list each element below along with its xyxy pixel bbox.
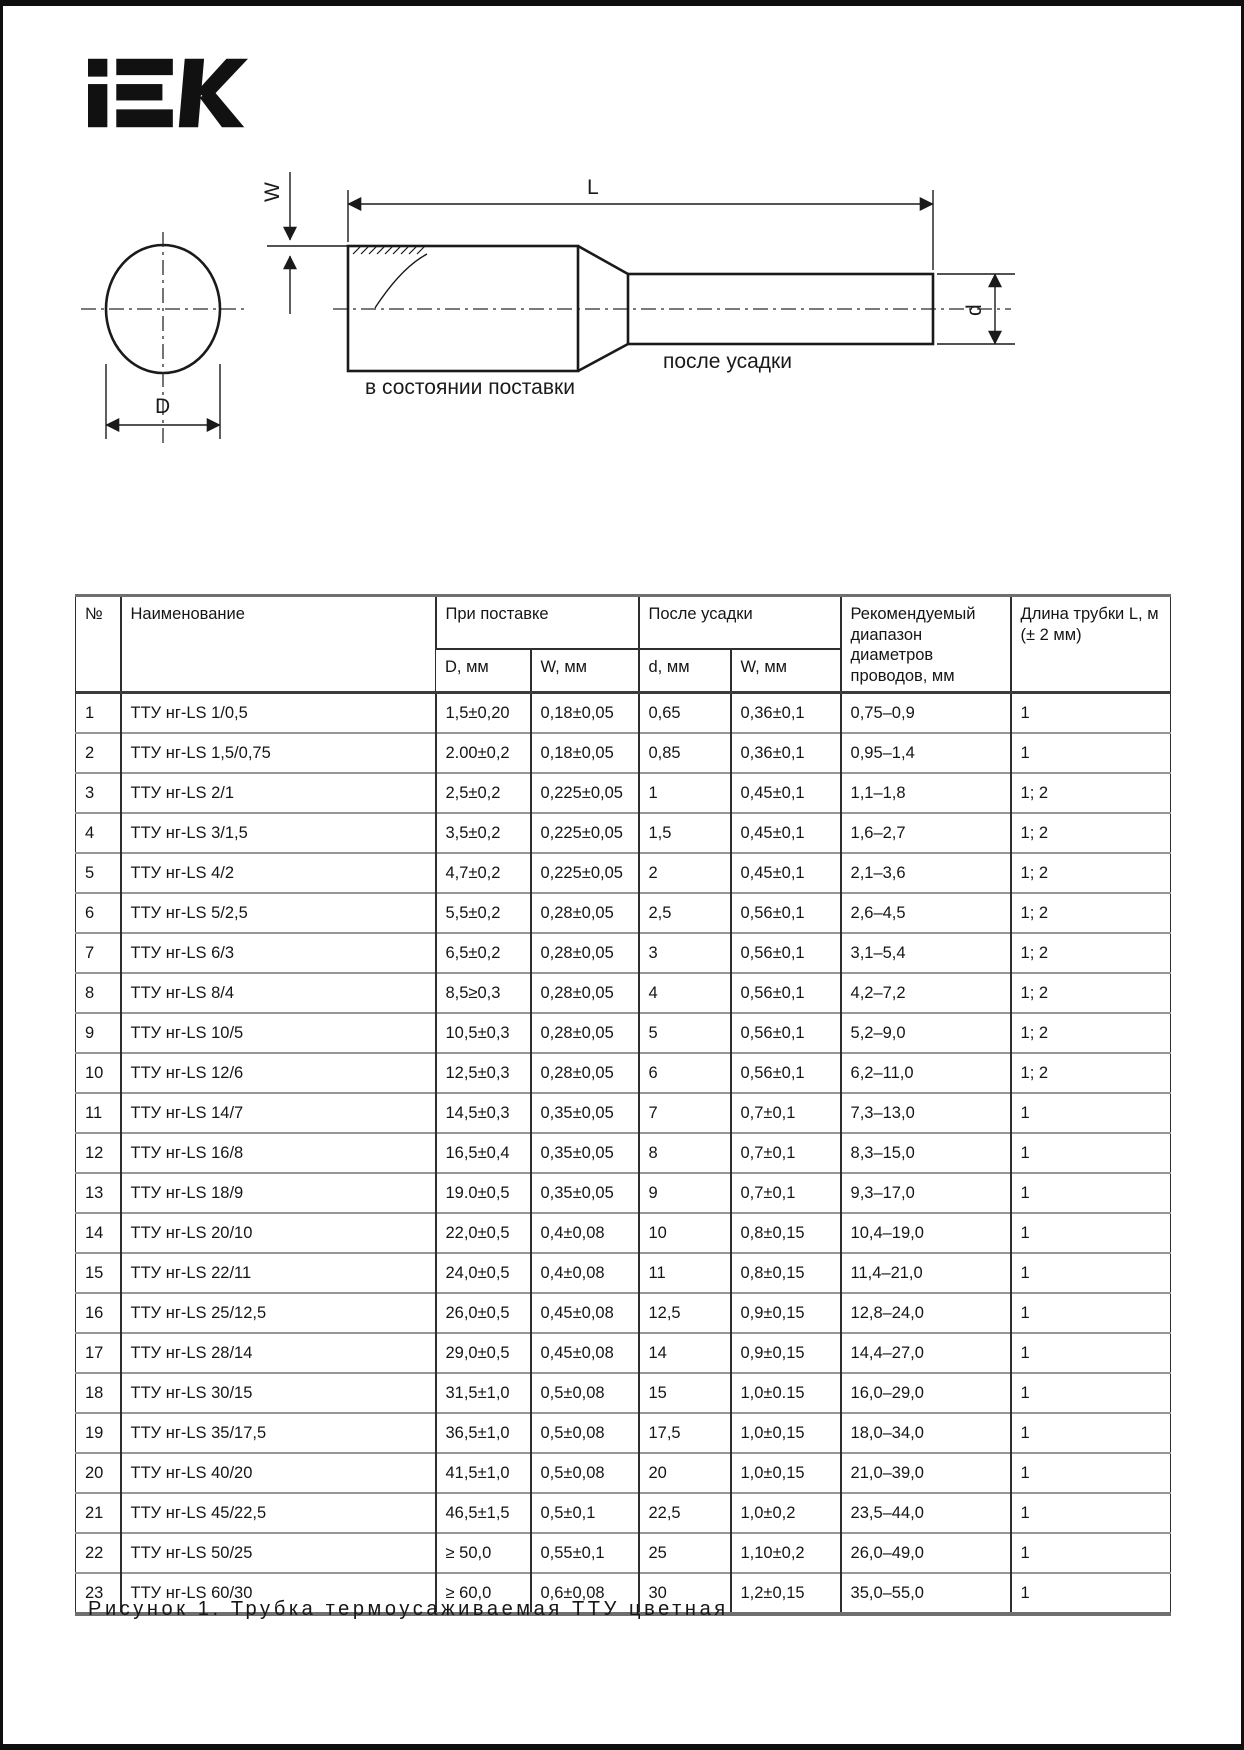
table-cell: 35,0–55,0 [841,1573,1011,1614]
table-cell: 0,28±0,05 [531,893,639,933]
table-cell: 2,6–4,5 [841,893,1011,933]
table-cell: 0,6±0,08 [531,1573,639,1614]
table-cell: 25 [639,1533,731,1573]
dimension-d [937,274,1015,344]
table-cell: 1 [1011,1333,1171,1373]
table-cell: 0,45±0,1 [731,773,841,813]
table-cell: 30 [639,1573,731,1614]
table-cell: 0,56±0,1 [731,1013,841,1053]
figure-caption: Рисунок 1. Трубка термоусаживаемая ТТУ цветная [88,1598,729,1620]
col-header-d-shrink: d, мм [639,649,731,693]
table-cell: 1; 2 [1011,933,1171,973]
table-cell: 0,56±0,1 [731,933,841,973]
table-cell: ТТУ нг-LS 6/3 [121,933,436,973]
table-cell: 0,5±0,08 [531,1373,639,1413]
logo-letter-k [179,59,248,127]
table-cell: 1; 2 [1011,1013,1171,1053]
table-cell: 2 [639,853,731,893]
col-header-name: Наименование [121,596,436,693]
table-cell: 8 [639,1133,731,1173]
table-cell: 0,85 [639,733,731,773]
table-cell: 0,9±0,15 [731,1293,841,1333]
table-cell: 1 [76,693,121,734]
table-cell: 11,4–21,0 [841,1253,1011,1293]
table-row [76,1493,1171,1533]
table-cell: 1 [1011,1173,1171,1213]
table-cell: 22 [76,1533,121,1573]
table-row [76,1293,1171,1333]
label-L: L [587,176,599,199]
table-cell: 0,56±0,1 [731,1053,841,1093]
table-cell: 0,4±0,08 [531,1213,639,1253]
table-cell: ТТУ нг-LS 35/17,5 [121,1413,436,1453]
table-cell: 13 [76,1173,121,1213]
table-cell: 8 [76,973,121,1013]
table-cell: 31,5±1,0 [436,1373,531,1413]
table-cell: 6,5±0,2 [436,933,531,973]
table-cell: 5 [639,1013,731,1053]
table-row [76,733,1171,773]
logo-letter-e [116,59,173,127]
table-cell: 1 [1011,1133,1171,1173]
breakout-curve [375,254,427,308]
table-row [76,1173,1171,1213]
table-cell: 16 [76,1293,121,1333]
table-cell: 1,0±0.15 [731,1373,841,1413]
table-cell: 16,0–29,0 [841,1373,1011,1413]
table-cell: ТТУ нг-LS 28/14 [121,1333,436,1373]
table-cell: 9 [76,1013,121,1053]
table-cell: 20 [76,1453,121,1493]
table-cell: 12,5 [639,1293,731,1333]
table-cell: 2 [76,733,121,773]
table-cell: 0,7±0,1 [731,1093,841,1133]
spec-table-head [76,596,1171,693]
table-cell: 16,5±0,4 [436,1133,531,1173]
table-cell: 23 [76,1573,121,1614]
table-cell: 1; 2 [1011,893,1171,933]
table-cell: 1 [1011,1293,1171,1333]
table-cell: 14,4–27,0 [841,1333,1011,1373]
table-cell: ТТУ нг-LS 20/10 [121,1213,436,1253]
table-cell: 6,2–11,0 [841,1053,1011,1093]
table-row [76,1373,1171,1413]
iek-logo [88,54,248,132]
table-cell: 17 [76,1333,121,1373]
table-cell: 18,0–34,0 [841,1413,1011,1453]
table-row [76,1453,1171,1493]
table-cell: 26,0±0,5 [436,1293,531,1333]
dimension-W [261,172,355,314]
table-cell: 0,5±0,08 [531,1453,639,1493]
table-cell: 0,5±0,1 [531,1493,639,1533]
table-cell: 3 [76,773,121,813]
table-cell: 19 [76,1413,121,1453]
table-row [76,893,1171,933]
table-cell: 7 [639,1093,731,1133]
table-cell: 0,28±0,05 [531,1013,639,1053]
table-cell: 0,5±0,08 [531,1413,639,1453]
table-cell: 1,0±0,15 [731,1453,841,1493]
table-cell: 1; 2 [1011,1053,1171,1093]
table-cell: 0,45±0,1 [731,813,841,853]
table-cell: 12 [76,1133,121,1173]
table-cell: 1,6–2,7 [841,813,1011,853]
table-cell: 0,225±0,05 [531,853,639,893]
logo-letter-i [88,59,107,127]
table-cell: 11 [639,1253,731,1293]
drawing-svg [3,124,1244,484]
table-cell: 4,7±0,2 [436,853,531,893]
table-row [76,1413,1171,1453]
table-cell: 0,28±0,05 [531,1053,639,1093]
table-cell: 20 [639,1453,731,1493]
table-cell: 1 [1011,1533,1171,1573]
table-cell: 1,5 [639,813,731,853]
col-header-length: Длина трубки L, м (± 2 мм) [1011,596,1171,693]
col-header-at-supply: При поставке [436,596,639,650]
table-cell: 0,8±0,15 [731,1253,841,1293]
table-cell: 0,75–0,9 [841,693,1011,734]
table-cell: 14 [639,1333,731,1373]
table-row [76,1093,1171,1133]
table-cell: ТТУ нг-LS 8/4 [121,973,436,1013]
table-cell: 11 [76,1093,121,1133]
table-cell: 0,65 [639,693,731,734]
table-cell: 7 [76,933,121,973]
table-cell: 1 [1011,1213,1171,1253]
table-cell: 36,5±1,0 [436,1413,531,1453]
table-cell: 0,56±0,1 [731,973,841,1013]
table-cell: ТТУ нг-LS 40/20 [121,1453,436,1493]
table-row [76,693,1171,734]
table-cell: 15 [76,1253,121,1293]
table-cell: ≥ 50,0 [436,1533,531,1573]
table-cell: 0,4±0,08 [531,1253,639,1293]
table-row [76,853,1171,893]
table-cell: 4 [76,813,121,853]
table-cell: 22,0±0,5 [436,1213,531,1253]
table-cell: 1 [1011,733,1171,773]
table-cell: 0,225±0,05 [531,773,639,813]
table-row [76,1213,1171,1253]
table-cell: 0,56±0,1 [731,893,841,933]
table-cell: 1,0±0,15 [731,1413,841,1453]
col-header-W-shrink: W, мм [731,649,841,693]
table-cell: 0,55±0,1 [531,1533,639,1573]
table-cell: 0,35±0,05 [531,1133,639,1173]
table-cell: 0,18±0,05 [531,733,639,773]
table-cell: ТТУ нг-LS 3/1,5 [121,813,436,853]
table-cell: 8,3–15,0 [841,1133,1011,1173]
table-cell: 5 [76,853,121,893]
col-header-W-supply: W, мм [531,649,639,693]
table-cell: 1 [639,773,731,813]
table-cell: 15 [639,1373,731,1413]
table-cell: 5,2–9,0 [841,1013,1011,1053]
table-cell: 2,5 [639,893,731,933]
table-cell: 6 [639,1053,731,1093]
header-row-main [76,596,1171,650]
table-cell: 1 [1011,1373,1171,1413]
table-cell: 10,5±0,3 [436,1013,531,1053]
table-cell: ТТУ нг-LS 45/22,5 [121,1493,436,1533]
table-cell: 10 [639,1213,731,1253]
table-cell: 3 [639,933,731,973]
table-cell: 1 [1011,1453,1171,1493]
table-cell: 12,8–24,0 [841,1293,1011,1333]
table-cell: 10,4–19,0 [841,1213,1011,1253]
table-cell: 10 [76,1053,121,1093]
table-cell: 0,28±0,05 [531,933,639,973]
table-cell: ТТУ нг-LS 12/6 [121,1053,436,1093]
table-cell: 1; 2 [1011,773,1171,813]
table-row [76,1133,1171,1173]
table-cell: 6 [76,893,121,933]
table-cell: ТТУ нг-LS 22/11 [121,1253,436,1293]
taper-top [578,246,628,274]
table-cell: ТТУ нг-LS 14/7 [121,1093,436,1133]
taper-bottom [578,344,628,371]
iek-logo-graphic [88,54,248,132]
table-cell: 3,1–5,4 [841,933,1011,973]
table-cell: 23,5–44,0 [841,1493,1011,1533]
table-row [76,973,1171,1013]
table-cell: ТТУ нг-LS 2/1 [121,773,436,813]
table-cell: ТТУ нг-LS 1,5/0,75 [121,733,436,773]
table-cell: 1 [1011,1493,1171,1533]
table-cell: 1,5±0,20 [436,693,531,734]
table-cell: 0,28±0,05 [531,973,639,1013]
table-cell: 1 [1011,1253,1171,1293]
table-cell: 46,5±1,5 [436,1493,531,1533]
table-cell: 0,9±0,15 [731,1333,841,1373]
table-cell: 0,35±0,05 [531,1173,639,1213]
table-cell: 0,18±0,05 [531,693,639,734]
table-cell: 1; 2 [1011,973,1171,1013]
table-cell: 0,45±0,08 [531,1333,639,1373]
table-cell: ТТУ нг-LS 60/30 [121,1573,436,1614]
col-header-after-shrink: После усадки [639,596,841,650]
side-view [261,172,1015,399]
table-row [76,773,1171,813]
table-cell: 26,0–49,0 [841,1533,1011,1573]
table-cell: 29,0±0,5 [436,1333,531,1373]
table-cell: 14 [76,1213,121,1253]
table-cell: 0,36±0,1 [731,733,841,773]
col-header-D-supply: D, мм [436,649,531,693]
table-cell: 3,5±0,2 [436,813,531,853]
table-cell: 19.0±0,5 [436,1173,531,1213]
table-row [76,1013,1171,1053]
table-cell: 8,5≥0,3 [436,973,531,1013]
table-cell: 1,0±0,2 [731,1493,841,1533]
table-cell: 0,45±0,1 [731,853,841,893]
table-cell: 21,0–39,0 [841,1453,1011,1493]
table-cell: ТТУ нг-LS 18/9 [121,1173,436,1213]
table-cell: ТТУ нг-LS 5/2,5 [121,893,436,933]
table-row [76,933,1171,973]
table-row [76,1533,1171,1573]
table-cell: 7,3–13,0 [841,1093,1011,1133]
table-cell: 24,0±0,5 [436,1253,531,1293]
table-cell: 1,10±0,2 [731,1533,841,1573]
label-supply-state: в состоянии поставки [365,376,575,399]
label-after-shrink: после усадки [663,350,792,373]
table-cell: 4,2–7,2 [841,973,1011,1013]
table-cell: 17,5 [639,1413,731,1453]
table-row [76,1253,1171,1293]
table-cell: 12,5±0,3 [436,1053,531,1093]
table-cell: 1 [1011,1093,1171,1133]
table-row [76,1333,1171,1373]
table-cell: 9,3–17,0 [841,1173,1011,1213]
spec-table-body [76,693,1171,1615]
table-cell: 0,45±0,08 [531,1293,639,1333]
table-cell: ≥ 60,0 [436,1573,531,1614]
table-cell: 0,7±0,1 [731,1133,841,1173]
table-cell: 0,225±0,05 [531,813,639,853]
table-cell: 5,5±0,2 [436,893,531,933]
cross-section-view [81,232,246,444]
table-cell: ТТУ нг-LS 10/5 [121,1013,436,1053]
table-cell: 22,5 [639,1493,731,1533]
table-row [76,1053,1171,1093]
table-cell: 2,1–3,6 [841,853,1011,893]
table-cell: 1; 2 [1011,813,1171,853]
col-header-recommended: Рекомендуемый диапазон диаметров проводов, мм [841,596,1011,693]
col-header-num: № [76,596,121,693]
table-cell: 1 [1011,693,1171,734]
table-cell: 41,5±1,0 [436,1453,531,1493]
table-cell: 14,5±0,3 [436,1093,531,1133]
table-cell: 1,1–1,8 [841,773,1011,813]
table-cell: 2.00±0,2 [436,733,531,773]
table-cell: 1; 2 [1011,853,1171,893]
table-cell: ТТУ нг-LS 1/0,5 [121,693,436,734]
table-cell: 18 [76,1373,121,1413]
spec-table [75,594,1171,1616]
table-cell: 0,35±0,05 [531,1093,639,1133]
table-cell: ТТУ нг-LS 16/8 [121,1133,436,1173]
table-cell: 0,95–1,4 [841,733,1011,773]
label-d: d [963,304,986,316]
table-cell: 2,5±0,2 [436,773,531,813]
table-cell: ТТУ нг-LS 25/12,5 [121,1293,436,1333]
table-cell: ТТУ нг-LS 4/2 [121,853,436,893]
table-cell: 1 [1011,1413,1171,1453]
label-W: W [261,182,284,202]
dimension-L [348,176,933,270]
table-cell: 1,2±0,15 [731,1573,841,1614]
table-cell: ТТУ нг-LS 30/15 [121,1373,436,1413]
table-cell: 1 [1011,1573,1171,1614]
table-row [76,813,1171,853]
table-cell: 4 [639,973,731,1013]
table-cell: 9 [639,1173,731,1213]
table-cell: 0,8±0,15 [731,1213,841,1253]
table-cell: 0,36±0,1 [731,693,841,734]
table-cell: ТТУ нг-LS 50/25 [121,1533,436,1573]
table-cell: 0,7±0,1 [731,1173,841,1213]
table-cell: 21 [76,1493,121,1533]
technical-drawing [3,124,1244,484]
label-D: D [155,395,171,418]
